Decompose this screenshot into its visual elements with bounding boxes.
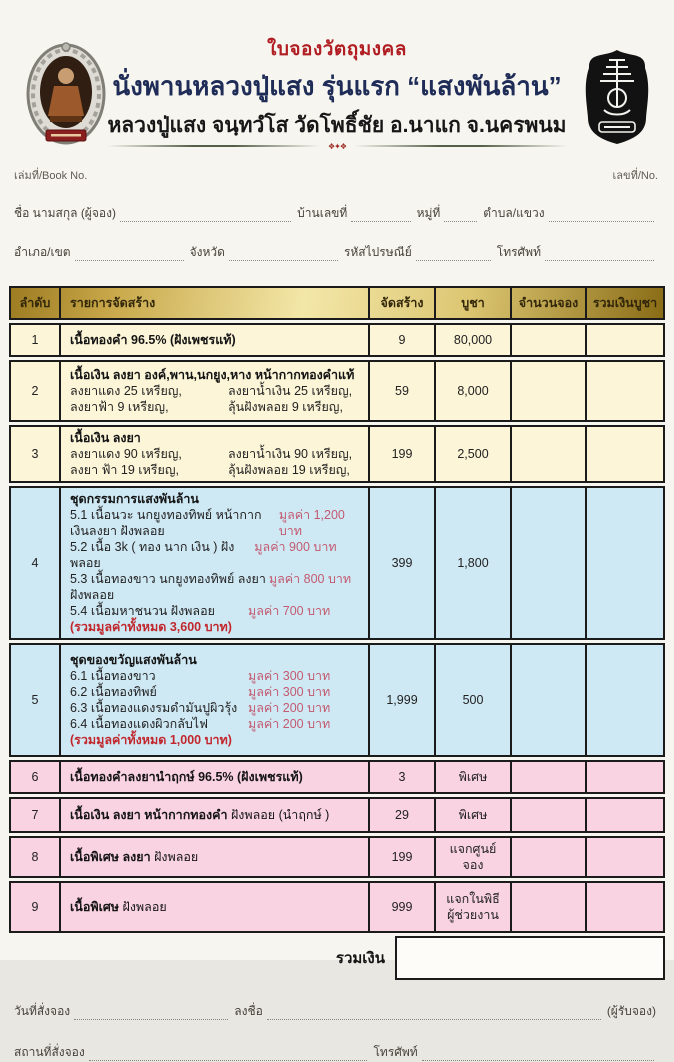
item-detail-text: ลุ้นฝังพลอย 19 เหรียญ,: [228, 463, 350, 477]
header-titles: [100, 34, 574, 142]
item-detail-line: [70, 668, 362, 684]
made-count-cell: 59: [368, 362, 434, 420]
province-label: จังหวัด: [189, 245, 225, 259]
item-cell: [59, 645, 368, 755]
item-cell: [59, 325, 368, 355]
item-value-text: มูลค่า 200 บาท: [248, 717, 331, 731]
reserve-qty-cell[interactable]: [510, 645, 585, 755]
item-detail-line: [70, 571, 362, 603]
item-title: เนื้อพิเศษ ลงยา ฝังพลอย: [70, 850, 199, 864]
item-value-text: มูลค่า 700 บาท: [248, 604, 331, 618]
item-cell: [59, 362, 368, 420]
item-detail-text: 6.2 เนื้อทองทิพย์: [70, 685, 157, 699]
item-cell: [59, 838, 368, 876]
table-row: [9, 425, 665, 483]
item-detail-line: [70, 383, 362, 399]
row-index: 2: [31, 384, 39, 398]
grand-total-row: [9, 936, 665, 980]
item-title: เนื้อพิเศษ ฝังพลอย: [70, 900, 167, 914]
table-row: [9, 797, 665, 833]
table-row: [9, 836, 665, 878]
item-title: เนื้อเงิน ลงยา องค์,พาน,นกยูง,หาง หน้ากากทองคำแท้: [70, 368, 355, 382]
item-detail-line: [70, 507, 362, 539]
price-cell: 500: [434, 645, 510, 755]
row-index: 7: [31, 808, 39, 822]
temple-crest-emblem-icon: [580, 48, 654, 146]
total-amount-cell[interactable]: [585, 762, 663, 792]
item-value-text: มูลค่า 300 บาท: [248, 685, 331, 699]
reserve-qty-cell[interactable]: [510, 799, 585, 831]
table-body: [9, 323, 665, 933]
item-detail-text: 6.3 เนื้อทองแดงรมดำมันปูผิวรุ้ง: [70, 701, 238, 715]
row-index: 9: [31, 900, 39, 914]
row-index: 6: [31, 770, 39, 784]
item-title-extra: ฝังพลอย: [119, 900, 167, 914]
reserve-qty-cell[interactable]: [510, 362, 585, 420]
footer-row-2: [0, 1043, 674, 1062]
item-detail-line: [70, 716, 362, 732]
made-count-cell: 199: [368, 427, 434, 481]
phone-label: โทรศัพท์: [496, 245, 541, 259]
reserve-qty-cell[interactable]: [510, 838, 585, 876]
district-input[interactable]: [75, 246, 184, 261]
no-label: เลขที่/No.: [612, 170, 658, 182]
ornamental-divider: [107, 142, 567, 150]
subdistrict-input[interactable]: [549, 207, 654, 222]
table-header-row: [9, 286, 665, 320]
moo-label: หมู่ที่: [416, 206, 441, 220]
col-header-total: รวมเงินบูชา: [585, 288, 663, 318]
phone-input[interactable]: [545, 246, 654, 261]
item-detail-line: [70, 603, 362, 619]
total-amount-box[interactable]: [395, 936, 665, 980]
item-title: เนื้อเงิน ลงยา: [70, 431, 141, 445]
item-title: เนื้อเงิน ลงยา หน้ากากทองคำ ฝังพลอย (นำฤกษ์ ): [70, 808, 330, 822]
price-cell: 80,000: [434, 325, 510, 355]
form-title: ใบจองวัตถุมงคล: [267, 39, 407, 60]
applicant-row-2: [0, 243, 674, 262]
col-header-item: รายการจัดสร้าง: [59, 288, 368, 318]
item-detail-line: [70, 446, 362, 462]
item-title-extra: ฝังพลอย (นำฤกษ์ ): [227, 808, 330, 822]
row-index: 1: [31, 333, 39, 347]
item-value-text: มูลค่า 1,200 บาท: [278, 508, 345, 538]
table-row: [9, 760, 665, 794]
price-cell: 1,800: [434, 488, 510, 638]
item-detail-text: 6.1 เนื้อทองขาว: [70, 669, 156, 683]
item-cell: [59, 488, 368, 638]
item-detail-line: [70, 700, 362, 716]
form-header: [0, 0, 674, 152]
item-cell: [59, 762, 368, 792]
order-place-input[interactable]: [89, 1046, 368, 1061]
item-value-text: มูลค่า 300 บาท: [248, 669, 331, 683]
province-input[interactable]: [229, 246, 338, 261]
item-total-note: (รวมมูลค่าทั้งหมด 1,000 บาท): [70, 733, 232, 747]
made-count-cell: 1,999: [368, 645, 434, 755]
item-title: เนื้อทองคำ 96.5% (ฝังเพชรแท้): [70, 333, 236, 347]
footer-phone-label: โทรศัพท์: [373, 1045, 418, 1059]
name-input[interactable]: [120, 207, 291, 222]
item-detail-text: 5.2 เนื้อ 3k ( ทอง นาก เงิน ) ฝังพลอย: [70, 540, 235, 570]
item-detail-text: 5.1 เนื้อนวะ นกยูงทองทิพย์ หน้ากากเงินลงยา ฝังพลอย: [70, 508, 262, 538]
district-label: อำเภอ/เขต: [14, 245, 71, 259]
price-cell: พิเศษ: [434, 799, 510, 831]
subdistrict-label: ตำบล/แขวง: [483, 206, 545, 220]
order-date-input[interactable]: [74, 1005, 228, 1020]
total-amount-cell[interactable]: [585, 645, 663, 755]
item-value-text: มูลค่า 900 บาท: [254, 540, 337, 554]
item-detail-text: 5.3 เนื้อทองขาว นกยูงทองทิพย์ ลงยา ฝังพลอย: [70, 572, 266, 602]
total-label: รวมเงิน: [335, 950, 385, 967]
row-index: 4: [31, 556, 39, 570]
row-index: 3: [31, 447, 39, 461]
total-amount-cell[interactable]: [585, 427, 663, 481]
moo-input[interactable]: [444, 207, 477, 222]
order-date-label: วันที่สั่งจอง: [14, 1004, 71, 1018]
item-total-note: (รวมมูลค่าทั้งหมด 3,600 บาท): [70, 620, 232, 634]
made-count-cell: 999: [368, 883, 434, 931]
divider-ornament-icon: ❖✦❖: [327, 141, 347, 151]
col-header-index: ลำดับ: [19, 296, 51, 310]
reserve-qty-cell[interactable]: [510, 427, 585, 481]
order-table: [9, 286, 665, 933]
name-label: ชื่อ นามสกุล (ผู้จอง): [14, 206, 116, 220]
house-no-label: บ้านเลขที่: [297, 206, 348, 220]
book-no-label: เล่มที่/Book No.: [14, 170, 88, 182]
item-detail-text: ลงยาแดง 90 เหรียญ,: [70, 447, 182, 461]
item-detail-text: ลงยาน้ำเงิน 90 เหรียญ,: [228, 447, 353, 461]
made-count-cell: 9: [368, 325, 434, 355]
footer-row-1: [0, 1002, 674, 1021]
total-amount-cell[interactable]: [585, 883, 663, 931]
reserve-qty-cell[interactable]: [510, 488, 585, 638]
item-detail-text: ลงยาน้ำเงิน 25 เหรียญ,: [228, 384, 353, 398]
row-index: 5: [31, 693, 39, 707]
item-value-text: มูลค่า 200 บาท: [248, 701, 331, 715]
price-cell: 2,500: [434, 427, 510, 481]
order-place-label: สถานที่สั่งจอง: [14, 1045, 85, 1059]
item-detail-text: ลงยาแดง 25 เหรียญ,: [70, 384, 182, 398]
item-cell: [59, 427, 368, 481]
total-amount-cell[interactable]: [585, 838, 663, 876]
row-index: 8: [31, 850, 39, 864]
made-count-cell: 3: [368, 762, 434, 792]
table-row: [9, 486, 665, 640]
postcode-input[interactable]: [416, 246, 491, 261]
price-cell: แจกในพิธี ผู้ช่วยงาน: [434, 883, 510, 931]
item-title: ชุดของขวัญแสงพันล้าน: [70, 653, 197, 667]
reserve-qty-cell[interactable]: [510, 883, 585, 931]
total-amount-cell[interactable]: [585, 362, 663, 420]
receiver-label: (ผู้รับจอง): [606, 1004, 656, 1018]
footer-phone-input[interactable]: [422, 1046, 654, 1061]
made-count-cell: 29: [368, 799, 434, 831]
item-detail-line: [70, 684, 362, 700]
item-detail-line: [70, 462, 362, 478]
col-header-qty: จำนวนจอง: [510, 288, 585, 318]
item-detail-text: ลงยาฟ้า 9 เหรียญ,: [70, 400, 169, 414]
item-detail-text: ลงยา ฟ้า 19 เหรียญ,: [70, 463, 179, 477]
monk-portrait-emblem-icon: [24, 42, 108, 148]
col-header-made: จัดสร้าง: [368, 288, 434, 318]
postcode-label: รหัสไปรษณีย์: [343, 245, 412, 259]
item-title-extra: ฝังพลอย: [150, 850, 199, 864]
col-header-price: บูชา: [434, 288, 510, 318]
total-amount-cell[interactable]: [585, 325, 663, 355]
signature-label: ลงชื่อ: [234, 1004, 263, 1018]
price-cell: แจกศูนย์จอง: [434, 838, 510, 876]
item-value-text: มูลค่า 800 บาท: [268, 572, 352, 586]
made-count-cell: 199: [368, 838, 434, 876]
main-title: นั่งพานหลวงปู่แสง รุ่นแรก “แสงพันล้าน”: [112, 71, 562, 101]
table-row: [9, 323, 665, 357]
item-cell: [59, 883, 368, 931]
reserve-qty-cell[interactable]: [510, 325, 585, 355]
signature-input[interactable]: [267, 1005, 601, 1020]
house-no-input[interactable]: [351, 207, 410, 222]
subtitle: หลวงปู่แสง จนฺทวํโส วัดโพธิ์ชัย อ.นาแก จ.นครพนม: [107, 114, 567, 137]
item-detail-text: 5.4 เนื้อมหาชนวน ฝังพลอย: [70, 604, 215, 618]
item-cell: [59, 799, 368, 831]
applicant-row-1: [0, 204, 674, 223]
made-count-cell: 399: [368, 488, 434, 638]
total-amount-cell[interactable]: [585, 799, 663, 831]
item-detail-line: [70, 399, 362, 415]
table-row: [9, 643, 665, 757]
reserve-qty-cell[interactable]: [510, 762, 585, 792]
table-row: [9, 881, 665, 933]
item-detail-text: 6.4 เนื้อทองแดงผิวกลับไฟ: [70, 717, 208, 731]
table-row: [9, 360, 665, 422]
price-cell: พิเศษ: [434, 762, 510, 792]
price-cell: 8,000: [434, 362, 510, 420]
item-detail-text: ลุ้นฝังพลอย 9 เหรียญ,: [228, 400, 343, 414]
book-number-row: [0, 152, 674, 184]
item-title: เนื้อทองคำลงยานำฤกษ์ 96.5% (ฝังเพชรแท้): [70, 770, 303, 784]
item-title: ชุดกรรมการแสงพันล้าน: [70, 492, 199, 506]
item-detail-line: [70, 539, 362, 571]
total-amount-cell[interactable]: [585, 488, 663, 638]
